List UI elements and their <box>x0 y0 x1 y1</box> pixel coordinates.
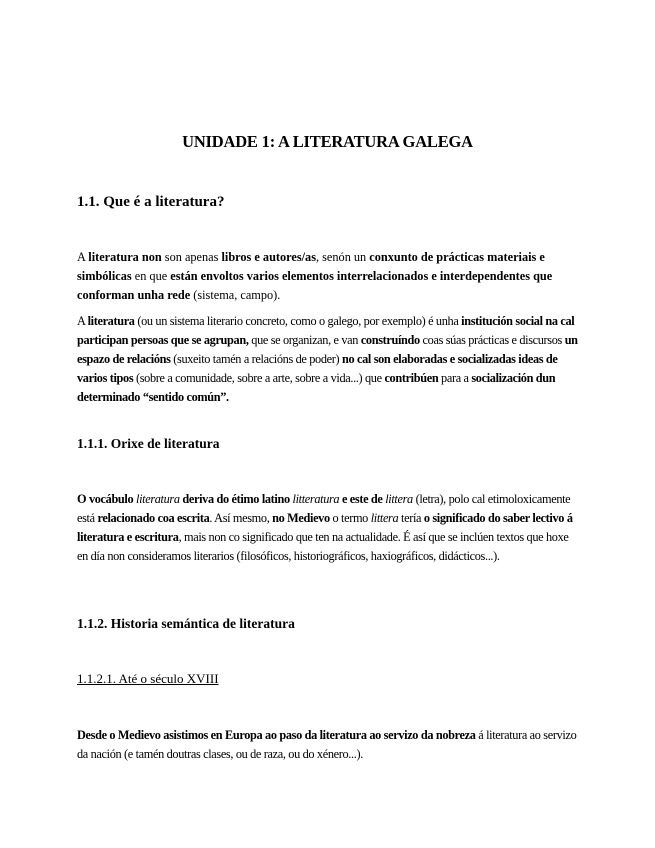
page-title: UNIDADE 1: A LITERATURA GALEGA <box>182 132 473 151</box>
paragraph-orixe-literatura: O vocábulo literatura deriva do étimo latino litteratura e este de littera (letra), polo cal etimoloxicamente está relacionado coa escrita. Así mesmo, no Medievo o termo littera tería o significado do saber lectivo á literatura e escritura, mais non co significado que ten na actualidade. É así que se inclúen textos que hoxe en día non consideramos literarios (filosóficos, historiográficos, haxiográficos, didácticos...). <box>77 492 573 563</box>
section-heading-1-1: 1.1. Que é a literatura? <box>77 194 225 210</box>
paragraph-literatura-institucion: A literatura (ou un sistema literario concreto, como o galego, por exemplo) é unha institución social na cal participan persoas que se agrupan, que se organizan, e van construíndo coas súas prácticas e discursos un espazo de relacións (suxeito tamén a relacións de poder) no cal son elaboradas e socializadas ideas de varios tipos (sobre a comunidade, sobre a arte, sobre a vida...) que contribúen para a socialización dun determinado “sentido común”. <box>77 314 578 404</box>
section-heading-1-1-1: 1.1.1. Orixe de literatura <box>77 436 220 451</box>
paragraph-medievo-nacion: Desde o Medievo asistimos en Europa ao paso da literatura ao servizo da nobreza á literatura ao servizo da nación (e tamén doutras clases, ou de raza, ou do xénero...). <box>77 728 577 761</box>
section-heading-1-1-2: 1.1.2. Historia semántica de literatura <box>77 616 295 631</box>
section-heading-1-1-2-1: 1.1.2.1. Até o século XVIII <box>77 671 219 686</box>
paragraph-literatura-definition: A literatura non son apenas libros e autores/as, senón un conxunto de prácticas materiais e simbólicas en que están envoltos varios elementos interrelacionados e interdependentes que conforman unha rede (sistema, campo). <box>77 250 553 302</box>
